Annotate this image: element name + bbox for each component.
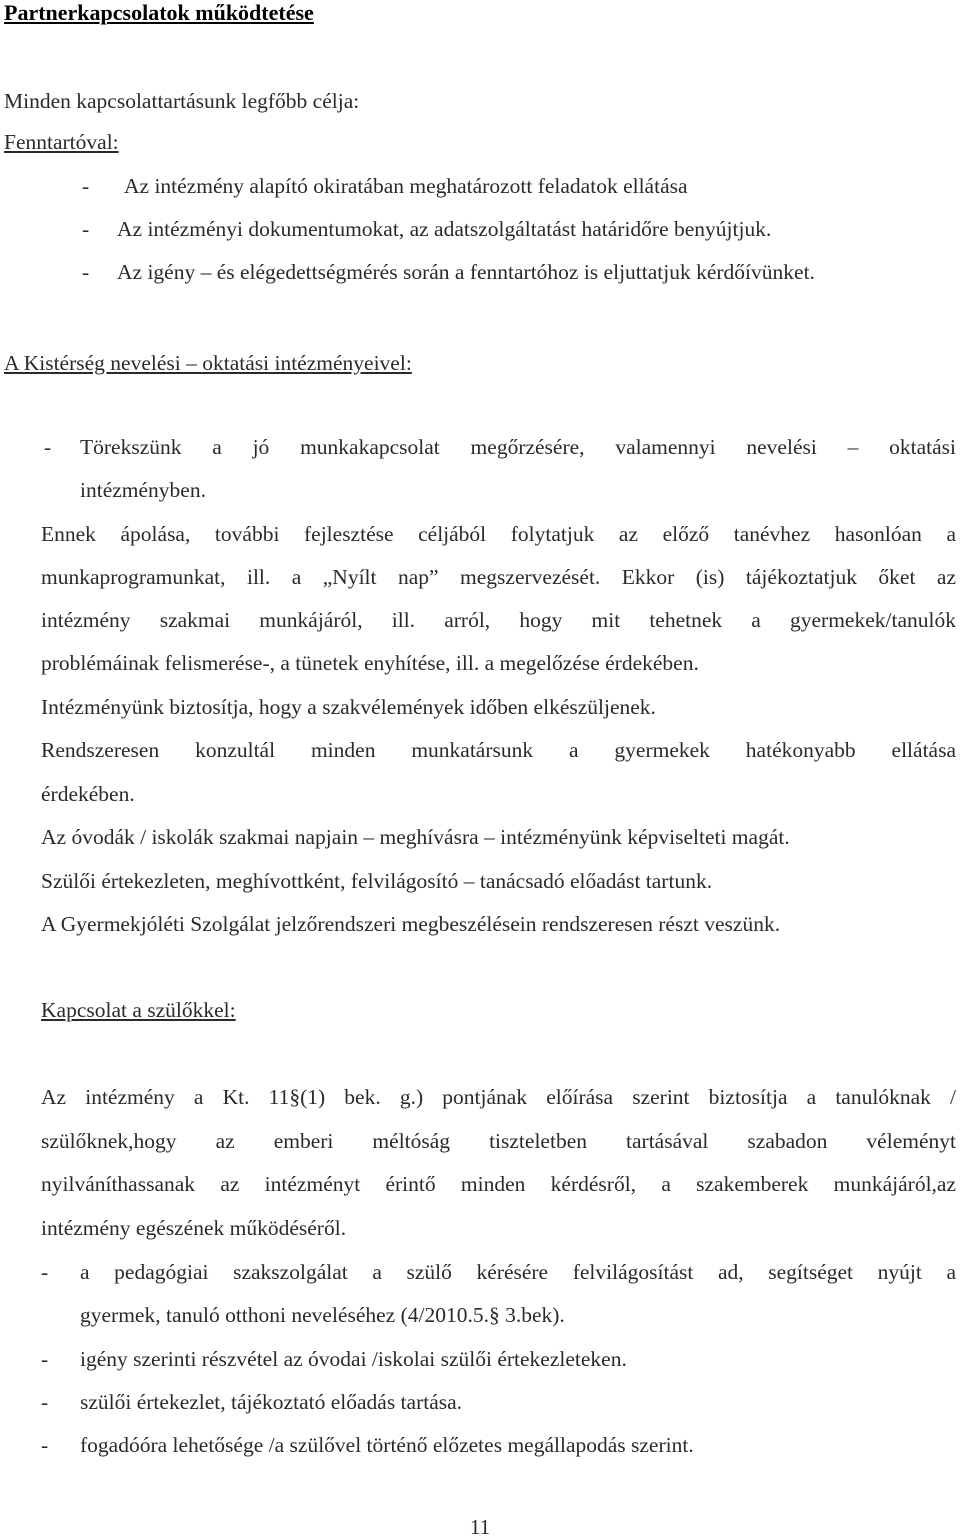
- paragraph-line: Rendszeresen konzultál minden munkatársunk a gyermekek hatékonyabb ellátása: [41, 738, 956, 762]
- list-bullet: -: [41, 1433, 49, 1457]
- list-item: szülői értekezlet, tájékoztató előadás tartása.: [80, 1390, 463, 1414]
- list-bullet: -: [82, 260, 90, 284]
- paragraph-line: A Gyermekjóléti Szolgálat jelzőrendszeri megbeszélésein rendszeresen részt veszünk.: [41, 912, 781, 936]
- list-bullet: -: [82, 174, 90, 198]
- list-item: gyermek, tanuló otthoni neveléséhez (4/2010.5.§ 3.bek).: [80, 1303, 565, 1327]
- list-bullet: -: [44, 435, 52, 459]
- paragraph-line: intézmény egészének működéséről.: [41, 1216, 347, 1240]
- list-item: igény szerinti részvétel az óvodai /iskolai szülői értekezleteken.: [80, 1347, 627, 1371]
- szulok-heading: Kapcsolat a szülőkkel:: [41, 998, 236, 1022]
- page-number: 11: [469, 1515, 491, 1539]
- paragraph-line: Intézményünk biztosítja, hogy a szakvélemények időben elkészüljenek.: [41, 695, 656, 719]
- list-bullet: -: [82, 217, 90, 241]
- paragraph-line: intézmény szakmai munkájáról, ill. arról, hogy mit tehetnek a gyermekek/tanulók: [41, 608, 956, 632]
- paragraph-line: Szülői értekezleten, meghívottként, felvilágosító – tanácsadó előadást tartunk.: [41, 869, 713, 893]
- kisterseg-heading: A Kistérség nevelési – oktatási intézményeivel:: [4, 351, 412, 375]
- paragraph-line: nyilváníthassanak az intézményt érintő minden kérdésről, a szakemberek munkájáról,az: [41, 1172, 956, 1196]
- list-item: fogadóóra lehetősége /a szülővel történő előzetes megállapodás szerint.: [80, 1433, 694, 1457]
- page-title: Partnerkapcsolatok működtetése: [4, 0, 314, 25]
- paragraph-line: Törekszünk a jó munkakapcsolat megőrzésére, valamennyi nevelési – oktatási: [80, 435, 956, 459]
- list-bullet: -: [41, 1260, 49, 1284]
- list-item: Az intézmény alapító okiratában meghatározott feladatok ellátása: [124, 174, 688, 198]
- list-bullet: -: [41, 1390, 49, 1414]
- paragraph-line: szülőknek,hogy az emberi méltóság tiszteletben tartásával szabadon véleményt: [41, 1129, 956, 1153]
- fenntarto-heading: Fenntartóval:: [4, 130, 119, 154]
- paragraph-line: intézményben.: [80, 478, 206, 502]
- paragraph-line: érdekében.: [41, 782, 135, 806]
- paragraph-line: problémáinak felismerése-, a tünetek enyhítése, ill. a megelőzése érdekében.: [41, 651, 699, 675]
- list-item: Az igény – és elégedettségmérés során a fenntartóhoz is eljuttatjuk kérdőívünket.: [117, 260, 815, 284]
- paragraph-line: Ennek ápolása, további fejlesztése céljából folytatjuk az előző tanévhez hasonlóan a: [41, 522, 956, 546]
- paragraph-line: munkaprogramunkat, ill. a „Nyílt nap” megszervezését. Ekkor (is) tájékoztatjuk őket az: [41, 565, 956, 589]
- list-bullet: -: [41, 1347, 49, 1371]
- intro-text: Minden kapcsolattartásunk legfőbb célja:: [4, 89, 360, 113]
- list-item: Az intézményi dokumentumokat, az adatszolgáltatást határidőre benyújtjuk.: [117, 217, 772, 241]
- paragraph-line: Az óvodák / iskolák szakmai napjain – meghívásra – intézményünk képviselteti magát.: [41, 825, 790, 849]
- list-item: a pedagógiai szakszolgálat a szülő kérésére felvilágosítást ad, segítséget nyújt a: [80, 1260, 956, 1284]
- paragraph-line: Az intézmény a Kt. 11§(1) bek. g.) pontjának előírása szerint biztosítja a tanulóknak /: [41, 1085, 956, 1109]
